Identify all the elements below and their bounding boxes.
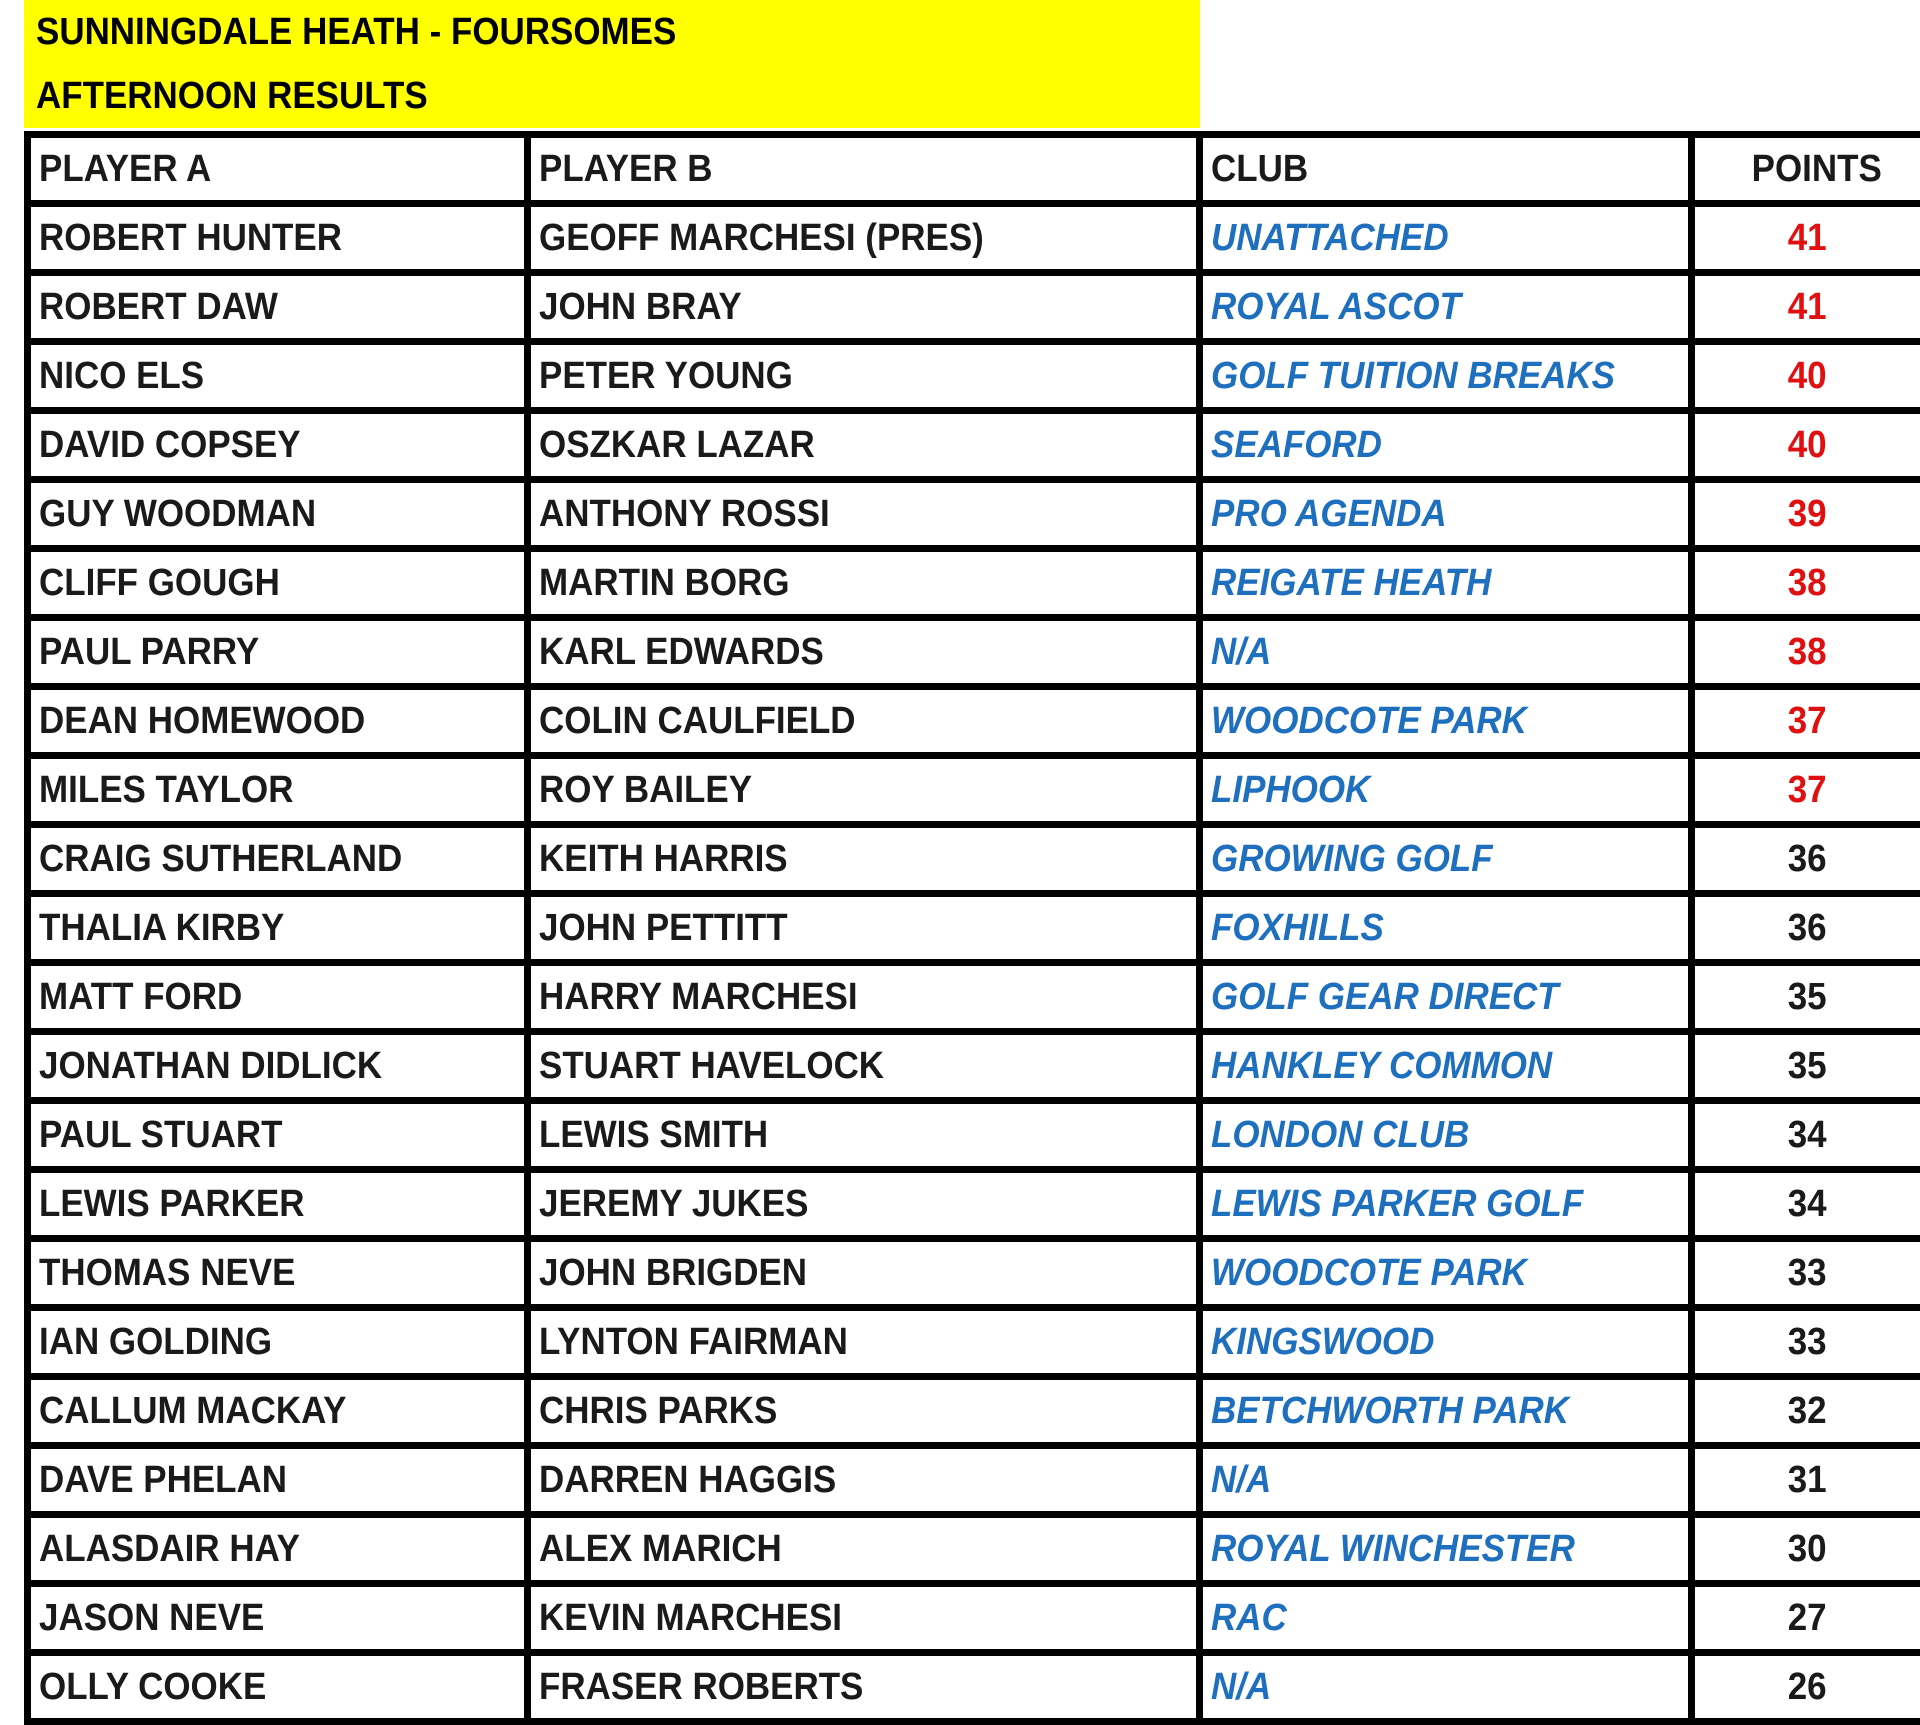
player-a-cell: JASON NEVE <box>28 1584 528 1653</box>
player-b-cell: HARRY MARCHESI <box>528 963 1200 1032</box>
player-a-cell: DAVE PHELAN <box>28 1446 528 1515</box>
club-cell: RAC <box>1200 1584 1692 1653</box>
player-a-cell: LEWIS PARKER <box>28 1170 528 1239</box>
table-row <box>28 1308 1920 1377</box>
club-cell: N/A <box>1200 618 1692 687</box>
club-cell: SEAFORD <box>1200 411 1692 480</box>
player-b-cell: KEVIN MARCHESI <box>528 1584 1200 1653</box>
page-subtitle: AFTERNOON RESULTS <box>36 75 428 117</box>
player-b-cell: ROY BAILEY <box>528 756 1200 825</box>
table-row <box>28 1239 1920 1308</box>
player-b-cell: KARL EDWARDS <box>528 618 1200 687</box>
table-row <box>28 825 1920 894</box>
player-a-cell: JONATHAN DIDLICK <box>28 1032 528 1101</box>
results-table-body <box>28 135 1920 1722</box>
table-row <box>28 1446 1920 1515</box>
club-cell: N/A <box>1200 1653 1692 1722</box>
points-cell: 41 <box>1692 273 1920 342</box>
club-cell: REIGATE HEATH <box>1200 549 1692 618</box>
points-cell: 30 <box>1692 1515 1920 1584</box>
club-cell: N/A <box>1200 1446 1692 1515</box>
club-cell: LONDON CLUB <box>1200 1101 1692 1170</box>
player-a-cell: DEAN HOMEWOOD <box>28 687 528 756</box>
points-cell: 35 <box>1692 1032 1920 1101</box>
player-a-cell: THOMAS NEVE <box>28 1239 528 1308</box>
points-cell: 37 <box>1692 687 1920 756</box>
club-cell: ROYAL WINCHESTER <box>1200 1515 1692 1584</box>
club-cell: WOODCOTE PARK <box>1200 687 1692 756</box>
points-cell: 34 <box>1692 1101 1920 1170</box>
table-row <box>28 273 1920 342</box>
player-b-cell: LEWIS SMITH <box>528 1101 1200 1170</box>
points-cell: 26 <box>1692 1653 1920 1722</box>
player-a-cell: NICO ELS <box>28 342 528 411</box>
column-header-player-a: PLAYER A <box>28 135 528 204</box>
club-cell: WOODCOTE PARK <box>1200 1239 1692 1308</box>
player-b-cell: FRASER ROBERTS <box>528 1653 1200 1722</box>
table-row <box>28 1515 1920 1584</box>
table-row <box>28 1170 1920 1239</box>
club-cell: GOLF TUITION BREAKS <box>1200 342 1692 411</box>
player-a-cell: OLLY COOKE <box>28 1653 528 1722</box>
points-cell: 32 <box>1692 1377 1920 1446</box>
player-a-cell: MATT FORD <box>28 963 528 1032</box>
points-cell: 36 <box>1692 825 1920 894</box>
player-b-cell: JOHN PETTITT <box>528 894 1200 963</box>
player-b-cell: STUART HAVELOCK <box>528 1032 1200 1101</box>
table-row <box>28 342 1920 411</box>
player-a-cell: THALIA KIRBY <box>28 894 528 963</box>
player-b-cell: DARREN HAGGIS <box>528 1446 1200 1515</box>
points-cell: 27 <box>1692 1584 1920 1653</box>
player-a-cell: DAVID COPSEY <box>28 411 528 480</box>
player-b-cell: ALEX MARICH <box>528 1515 1200 1584</box>
table-row <box>28 549 1920 618</box>
table-row <box>28 411 1920 480</box>
club-cell: LIPHOOK <box>1200 756 1692 825</box>
results-table <box>24 131 1920 1725</box>
club-cell: GOLF GEAR DIRECT <box>1200 963 1692 1032</box>
player-a-cell: GUY WOODMAN <box>28 480 528 549</box>
results-header <box>24 0 1200 128</box>
column-header-club: CLUB <box>1200 135 1692 204</box>
table-row <box>28 1032 1920 1101</box>
table-row <box>28 1584 1920 1653</box>
table-row <box>28 204 1920 273</box>
club-cell: ROYAL ASCOT <box>1200 273 1692 342</box>
points-cell: 33 <box>1692 1308 1920 1377</box>
player-b-cell: MARTIN BORG <box>528 549 1200 618</box>
player-a-cell: PAUL PARRY <box>28 618 528 687</box>
club-cell: FOXHILLS <box>1200 894 1692 963</box>
points-cell: 40 <box>1692 411 1920 480</box>
club-cell: UNATTACHED <box>1200 204 1692 273</box>
club-cell: GROWING GOLF <box>1200 825 1692 894</box>
points-cell: 31 <box>1692 1446 1920 1515</box>
player-a-cell: CRAIG SUTHERLAND <box>28 825 528 894</box>
page-title: SUNNINGDALE HEATH - FOURSOMES <box>36 11 676 53</box>
points-cell: 38 <box>1692 549 1920 618</box>
player-b-cell: LYNTON FAIRMAN <box>528 1308 1200 1377</box>
player-b-cell: CHRIS PARKS <box>528 1377 1200 1446</box>
table-row <box>28 687 1920 756</box>
club-cell: PRO AGENDA <box>1200 480 1692 549</box>
points-cell: 35 <box>1692 963 1920 1032</box>
club-cell: HANKLEY COMMON <box>1200 1032 1692 1101</box>
club-cell: LEWIS PARKER GOLF <box>1200 1170 1692 1239</box>
player-a-cell: CLIFF GOUGH <box>28 549 528 618</box>
player-a-cell: ALASDAIR HAY <box>28 1515 528 1584</box>
player-b-cell: COLIN CAULFIELD <box>528 687 1200 756</box>
player-a-cell: PAUL STUART <box>28 1101 528 1170</box>
player-a-cell: ROBERT DAW <box>28 273 528 342</box>
table-row <box>28 480 1920 549</box>
table-row <box>28 1653 1920 1722</box>
player-b-cell: KEITH HARRIS <box>528 825 1200 894</box>
player-b-cell: PETER YOUNG <box>528 342 1200 411</box>
player-b-cell: JOHN BRIGDEN <box>528 1239 1200 1308</box>
points-cell: 38 <box>1692 618 1920 687</box>
points-cell: 36 <box>1692 894 1920 963</box>
player-b-cell: JEREMY JUKES <box>528 1170 1200 1239</box>
points-cell: 40 <box>1692 342 1920 411</box>
points-cell: 39 <box>1692 480 1920 549</box>
table-row <box>28 1101 1920 1170</box>
table-row <box>28 756 1920 825</box>
player-b-cell: GEOFF MARCHESI (PRES) <box>528 204 1200 273</box>
points-cell: 41 <box>1692 204 1920 273</box>
table-row <box>28 618 1920 687</box>
player-a-cell: IAN GOLDING <box>28 1308 528 1377</box>
player-a-cell: MILES TAYLOR <box>28 756 528 825</box>
points-cell: 33 <box>1692 1239 1920 1308</box>
table-row <box>28 963 1920 1032</box>
club-cell: BETCHWORTH PARK <box>1200 1377 1692 1446</box>
points-cell: 34 <box>1692 1170 1920 1239</box>
player-b-cell: ANTHONY ROSSI <box>528 480 1200 549</box>
player-b-cell: JOHN BRAY <box>528 273 1200 342</box>
player-a-cell: CALLUM MACKAY <box>28 1377 528 1446</box>
points-cell: 37 <box>1692 756 1920 825</box>
column-header-points: POINTS <box>1692 135 1920 204</box>
player-b-cell: OSZKAR LAZAR <box>528 411 1200 480</box>
column-header-player-b: PLAYER B <box>528 135 1200 204</box>
club-cell: KINGSWOOD <box>1200 1308 1692 1377</box>
table-row <box>28 1377 1920 1446</box>
player-a-cell: ROBERT HUNTER <box>28 204 528 273</box>
table-header-row <box>28 135 1920 204</box>
table-row <box>28 894 1920 963</box>
